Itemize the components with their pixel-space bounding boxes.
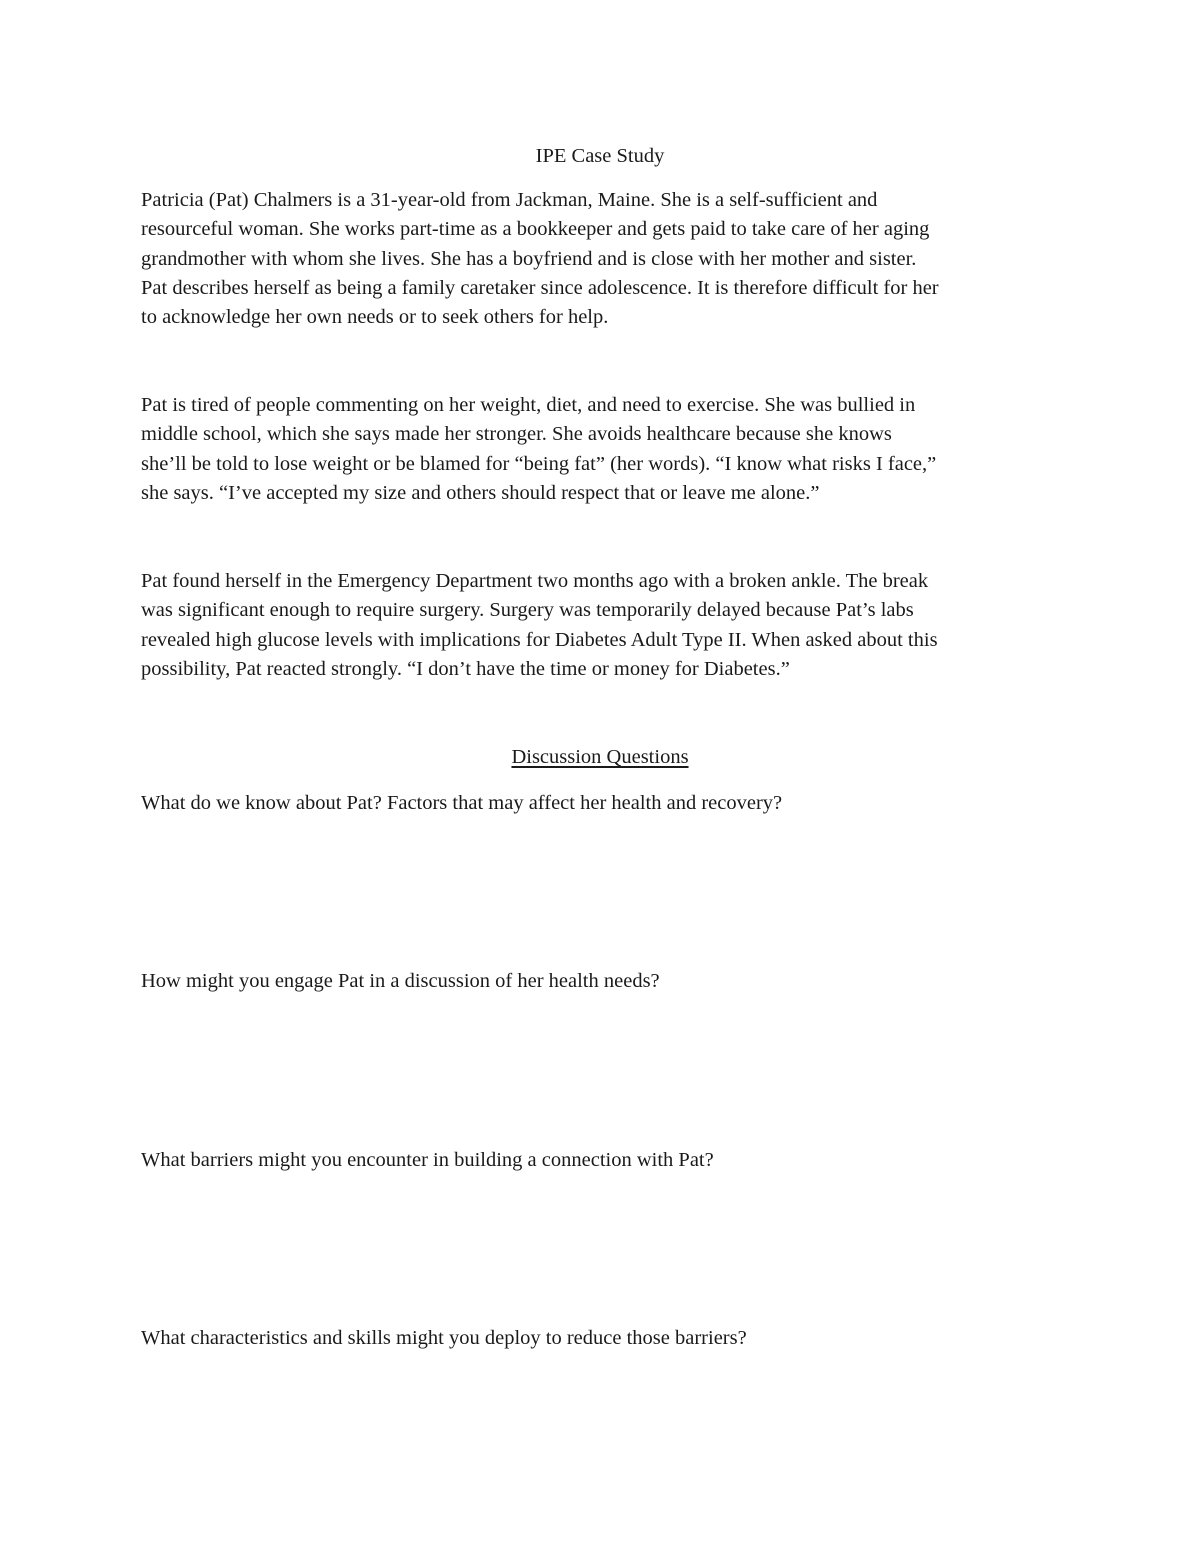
paragraph-line: she’ll be told to lose weight or be blamed for “being fat” (her words). “I know what risks I face,” <box>141 452 937 475</box>
discussion-question-4: What characteristics and skills might you deploy to reduce those barriers? <box>141 1327 747 1349</box>
paragraph-line: Patricia (Pat) Chalmers is a 31-year-old from Jackman, Maine. She is a self-sufficient and <box>141 189 878 211</box>
paragraph-line: to acknowledge her own needs or to seek others for help. <box>141 306 609 329</box>
case-paragraph-1 <box>141 186 1071 332</box>
document-title: IPE Case Study <box>535 145 665 167</box>
case-paragraph-2 <box>141 391 1071 508</box>
case-paragraph-3 <box>141 567 1071 684</box>
paragraph-line: revealed high glucose levels with implications for Diabetes Adult Type II. When asked about this <box>141 628 938 651</box>
discussion-question-2: How might you engage Pat in a discussion of her health needs? <box>141 970 660 992</box>
paragraph-line: Pat found herself in the Emergency Department two months ago with a broken ankle. The break <box>141 570 929 592</box>
paragraph-line: possibility, Pat reacted strongly. “I don’t have the time or money for Diabetes.” <box>141 657 790 680</box>
paragraph-line: middle school, which she says made her stronger. She avoids healthcare because she knows <box>141 423 892 446</box>
discussion-question-1: What do we know about Pat? Factors that may affect her health and recovery? <box>141 792 783 814</box>
discussion-question-3: What barriers might you encounter in building a connection with Pat? <box>141 1149 714 1171</box>
paragraph-line: resourceful woman. She works part-time as a bookkeeper and gets paid to take care of her aging <box>141 218 930 241</box>
paragraph-line: Pat describes herself as being a family caretaker since adolescence. It is therefore difficult for her <box>141 276 939 299</box>
paragraph-line: she says. “I’ve accepted my size and others should respect that or leave me alone.” <box>141 481 820 504</box>
paragraph-line: grandmother with whom she lives. She has a boyfriend and is close with her mother and sister. <box>141 247 917 270</box>
paragraph-line: was significant enough to require surgery. Surgery was temporarily delayed because Pat’s labs <box>141 599 914 622</box>
paragraph-line: Pat is tired of people commenting on her weight, diet, and need to exercise. She was bullied in <box>141 394 916 416</box>
discussion-heading <box>0 743 1200 772</box>
discussion-heading-text: Discussion Questions <box>511 746 689 768</box>
